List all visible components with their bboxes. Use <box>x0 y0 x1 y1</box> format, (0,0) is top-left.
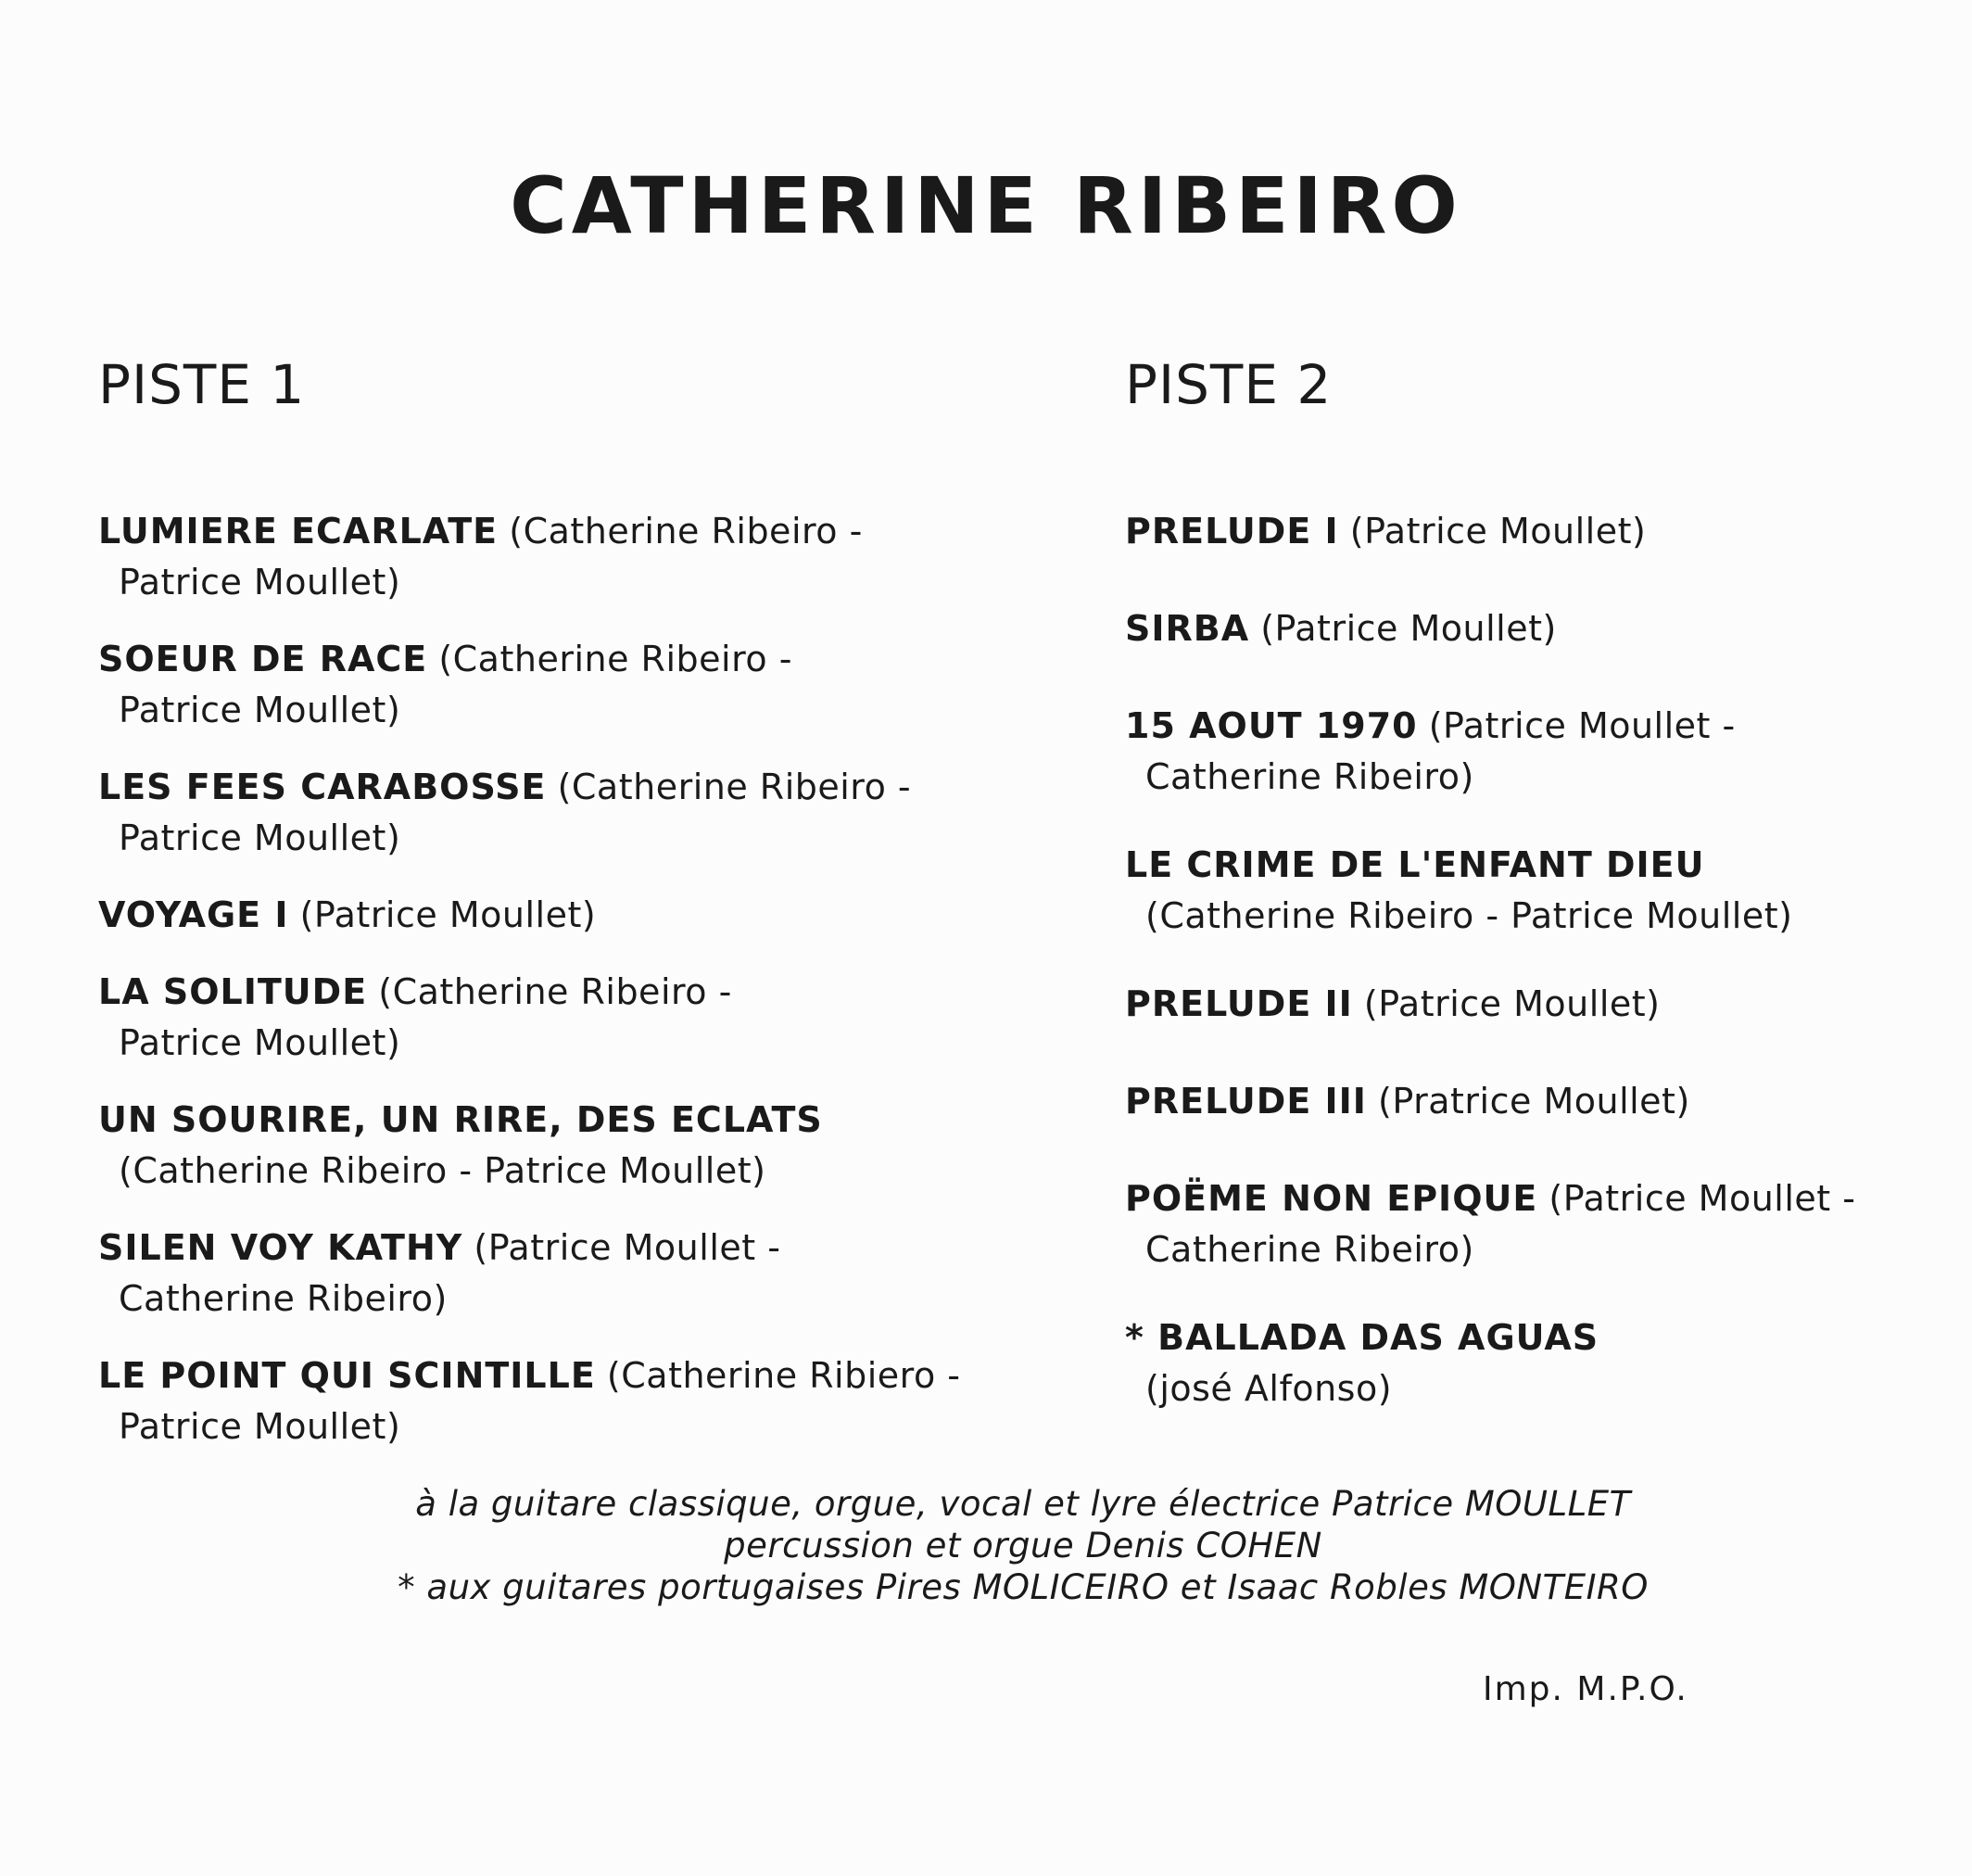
printer-imprint: Imp. M.P.O. <box>1483 1670 1688 1708</box>
musician-credit-line: à la guitare classique, orgue, vocal et lyre électrice Patrice MOULLET <box>415 1484 1631 1524</box>
side-two-column <box>1125 352 1940 1451</box>
track-entry <box>98 506 1025 608</box>
track-credit-continued: (Catherine Ribeiro - Patrice Moullet) <box>1145 895 1793 936</box>
track-title: SOEUR DE RACE <box>98 639 428 679</box>
track-title: PRELUDE II <box>1125 983 1353 1024</box>
track-credit: (Catherine Ribeiro - <box>438 639 792 679</box>
track-title: * BALLADA DAS AGUAS <box>1125 1317 1599 1358</box>
track-credit-continued: (josé Alfonso) <box>1145 1368 1393 1409</box>
track-entry <box>1125 1312 1940 1414</box>
track-entry <box>1125 1076 1940 1127</box>
musician-credit-line: * aux guitares portugaises Pires MOLICEIRO et Isaac Robles MONTEIRO <box>398 1567 1649 1607</box>
track-credit-continued: Catherine Ribeiro) <box>119 1278 448 1319</box>
track-entry <box>98 1095 1025 1197</box>
track-credit: (Patrice Moullet) <box>1349 511 1647 551</box>
track-credit: (Patrice Moullet) <box>1363 983 1661 1024</box>
track-credit: (Catherine Ribeiro - <box>378 971 732 1012</box>
track-entry <box>1125 603 1940 654</box>
track-entry <box>1125 1173 1940 1275</box>
track-credit: (Pratrice Moullet) <box>1378 1081 1690 1122</box>
track-credit-continued: (Catherine Ribeiro - Patrice Moullet) <box>119 1150 766 1191</box>
track-credit-continued: Patrice Moullet) <box>119 1406 401 1447</box>
track-credit: (Patrice Moullet - <box>1428 705 1736 746</box>
track-credit: (Patrice Moullet - <box>1549 1178 1856 1219</box>
track-title: SIRBA <box>1125 608 1250 649</box>
track-entry <box>98 634 1025 736</box>
track-entry <box>98 1223 1025 1325</box>
track-title: VOYAGE I <box>98 894 289 935</box>
track-credit: (Patrice Moullet) <box>299 894 597 935</box>
track-list <box>98 506 1025 1452</box>
track-credit-continued: Patrice Moullet) <box>119 690 401 730</box>
side-one-column <box>98 352 1025 1478</box>
track-entry <box>1125 840 1940 942</box>
musician-credits <box>0 1483 1972 1608</box>
track-credit: (Catherine Ribeiro - <box>557 767 912 807</box>
track-title: LA SOLITUDE <box>98 971 368 1012</box>
track-entry <box>1125 701 1940 803</box>
track-entry <box>98 890 1025 941</box>
side-label: PISTE 1 <box>98 353 306 416</box>
track-title: LUMIERE ECARLATE <box>98 511 499 551</box>
track-entry <box>1125 979 1940 1030</box>
track-credit: (Catherine Ribiero - <box>606 1355 961 1396</box>
track-title: POËME NON EPIQUE <box>1125 1178 1538 1219</box>
side-label: PISTE 2 <box>1125 353 1333 416</box>
artist-title: CATHERINE RIBEIRO <box>510 160 1462 251</box>
track-credit-continued: Patrice Moullet) <box>119 818 401 858</box>
track-credit-continued: Catherine Ribeiro) <box>1145 1229 1474 1270</box>
track-title: LE CRIME DE L'ENFANT DIEU <box>1125 844 1705 885</box>
track-title: LES FEES CARABOSSE <box>98 767 547 807</box>
track-title: PRELUDE I <box>1125 511 1339 551</box>
track-title: SILEN VOY KATHY <box>98 1227 463 1268</box>
track-entry <box>1125 506 1940 557</box>
track-title: PRELUDE III <box>1125 1081 1367 1122</box>
musician-credit-line: percussion et orgue Denis COHEN <box>724 1526 1322 1565</box>
track-entry <box>98 762 1025 864</box>
track-list <box>1125 506 1940 1414</box>
track-credit-continued: Patrice Moullet) <box>119 1022 401 1063</box>
track-title: LE POINT QUI SCINTILLE <box>98 1355 596 1396</box>
track-credit-continued: Catherine Ribeiro) <box>1145 756 1474 797</box>
track-credit: (Patrice Moullet) <box>1260 608 1557 649</box>
track-entry <box>98 1350 1025 1452</box>
track-title: 15 AOUT 1970 <box>1125 705 1418 746</box>
track-credit: (Catherine Ribeiro - <box>509 511 863 551</box>
track-credit: (Patrice Moullet - <box>474 1227 781 1268</box>
track-credit-continued: Patrice Moullet) <box>119 562 401 602</box>
track-title: UN SOURIRE, UN RIRE, DES ECLATS <box>98 1099 823 1140</box>
track-entry <box>98 967 1025 1069</box>
